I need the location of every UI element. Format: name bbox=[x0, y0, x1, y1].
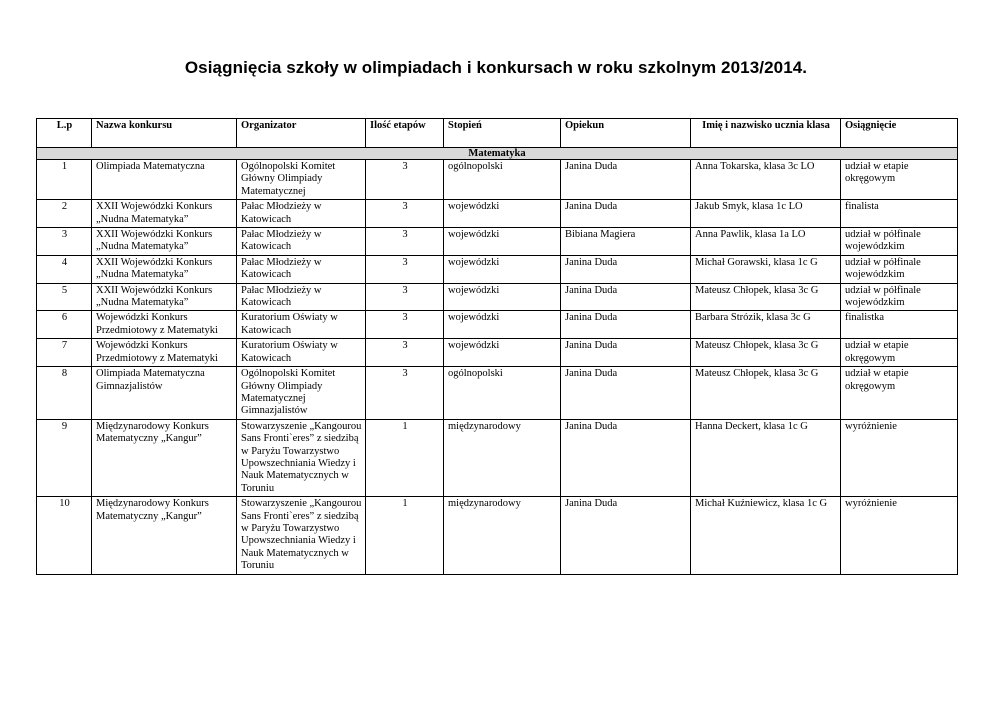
cell-competition: Wojewódzki Konkurs Przedmiotowy z Matematyki bbox=[92, 339, 237, 367]
cell-teacher: Janina Duda bbox=[561, 255, 691, 283]
cell-lp: 5 bbox=[37, 283, 92, 311]
cell-student: Mateusz Chłopek, klasa 3c G bbox=[691, 367, 841, 420]
header-organizer: Organizator bbox=[237, 119, 366, 148]
page-title: Osiągnięcia szkoły w olimpiadach i konkursach w roku szkolnym 2013/2014. bbox=[184, 58, 808, 77]
header-student: Imię i nazwisko ucznia klasa bbox=[691, 119, 841, 148]
cell-teacher: Janina Duda bbox=[561, 200, 691, 228]
cell-teacher: Janina Duda bbox=[561, 367, 691, 420]
cell-stages: 3 bbox=[366, 283, 444, 311]
section-row bbox=[37, 148, 958, 160]
cell-student: Hanna Deckert, klasa 1c G bbox=[691, 419, 841, 496]
section-label: Matematyka bbox=[37, 148, 958, 160]
cell-level: międzynarodowy bbox=[444, 419, 561, 496]
cell-teacher: Janina Duda bbox=[561, 160, 691, 200]
table-row bbox=[37, 200, 958, 228]
cell-stages: 1 bbox=[366, 497, 444, 574]
cell-teacher: Janina Duda bbox=[561, 283, 691, 311]
cell-achievement: udział w etapie okręgowym bbox=[841, 160, 958, 200]
cell-level: ogólnopolski bbox=[444, 367, 561, 420]
cell-teacher: Janina Duda bbox=[561, 497, 691, 574]
header-competition: Nazwa konkursu bbox=[92, 119, 237, 148]
table-row bbox=[37, 339, 958, 367]
cell-organizer: Pałac Młodzieży w Katowicach bbox=[237, 200, 366, 228]
cell-level: wojewódzki bbox=[444, 339, 561, 367]
cell-student: Michał Kuźniewicz, klasa 1c G bbox=[691, 497, 841, 574]
cell-lp: 9 bbox=[37, 419, 92, 496]
cell-student: Anna Pawlik, klasa 1a LO bbox=[691, 228, 841, 256]
cell-achievement: udział w etapie okręgowym bbox=[841, 367, 958, 420]
cell-organizer: Kuratorium Oświaty w Katowicach bbox=[237, 339, 366, 367]
table-row bbox=[37, 367, 958, 420]
cell-competition: XXII Wojewódzki Konkurs „Nudna Matematyka” bbox=[92, 228, 237, 256]
cell-achievement: wyróżnienie bbox=[841, 419, 958, 496]
cell-stages: 3 bbox=[366, 255, 444, 283]
cell-level: międzynarodowy bbox=[444, 497, 561, 574]
cell-student: Mateusz Chłopek, klasa 3c G bbox=[691, 283, 841, 311]
cell-teacher: Janina Duda bbox=[561, 419, 691, 496]
cell-competition: Międzynarodowy Konkurs Matematyczny „Kangur” bbox=[92, 419, 237, 496]
cell-level: wojewódzki bbox=[444, 228, 561, 256]
cell-lp: 4 bbox=[37, 255, 92, 283]
cell-stages: 3 bbox=[366, 367, 444, 420]
cell-student: Barbara Strózik, klasa 3c G bbox=[691, 311, 841, 339]
cell-teacher: Bibiana Magiera bbox=[561, 228, 691, 256]
cell-competition: Wojewódzki Konkurs Przedmiotowy z Matematyki bbox=[92, 311, 237, 339]
cell-stages: 1 bbox=[366, 419, 444, 496]
header-level: Stopień bbox=[444, 119, 561, 148]
cell-organizer: Stowarzyszenie „Kangourou Sans Fronti`eres” z siedzibą w Paryżu Towarzystwo Upowszechniania Wiedzy i Nauk Matematycznych w Toruniu bbox=[237, 497, 366, 574]
cell-organizer: Pałac Młodzieży w Katowicach bbox=[237, 255, 366, 283]
cell-competition: Olimpiada Matematyczna Gimnazjalistów bbox=[92, 367, 237, 420]
cell-achievement: udział w półfinale wojewódzkim bbox=[841, 283, 958, 311]
cell-lp: 7 bbox=[37, 339, 92, 367]
cell-student: Jakub Smyk, klasa 1c LO bbox=[691, 200, 841, 228]
table-row bbox=[37, 311, 958, 339]
cell-lp: 2 bbox=[37, 200, 92, 228]
cell-achievement: udział w półfinale wojewódzkim bbox=[841, 255, 958, 283]
cell-level: wojewódzki bbox=[444, 200, 561, 228]
table-row bbox=[37, 283, 958, 311]
cell-achievement: wyróżnienie bbox=[841, 497, 958, 574]
cell-teacher: Janina Duda bbox=[561, 339, 691, 367]
cell-organizer: Pałac Młodzieży w Katowicach bbox=[237, 228, 366, 256]
cell-student: Mateusz Chłopek, klasa 3c G bbox=[691, 339, 841, 367]
table-row bbox=[37, 497, 958, 574]
cell-organizer: Kuratorium Oświaty w Katowicach bbox=[237, 311, 366, 339]
cell-achievement: finalistka bbox=[841, 311, 958, 339]
table-row bbox=[37, 419, 958, 496]
table-row bbox=[37, 160, 958, 200]
cell-lp: 6 bbox=[37, 311, 92, 339]
cell-lp: 3 bbox=[37, 228, 92, 256]
cell-competition: XXII Wojewódzki Konkurs „Nudna Matematyka” bbox=[92, 255, 237, 283]
cell-competition: XXII Wojewódzki Konkurs „Nudna Matematyka” bbox=[92, 200, 237, 228]
cell-achievement: udział w etapie okręgowym bbox=[841, 339, 958, 367]
cell-achievement: udział w półfinale wojewódzkim bbox=[841, 228, 958, 256]
cell-organizer: Stowarzyszenie „Kangourou Sans Fronti`eres” z siedzibą w Paryżu Towarzystwo Upowszechniania Wiedzy i Nauk Matematycznych w Toruniu bbox=[237, 419, 366, 496]
cell-stages: 3 bbox=[366, 160, 444, 200]
header-achievement: Osiągnięcie bbox=[841, 119, 958, 148]
cell-level: wojewódzki bbox=[444, 255, 561, 283]
cell-level: ogólnopolski bbox=[444, 160, 561, 200]
table-row bbox=[37, 255, 958, 283]
header-stages: Ilość etapów bbox=[366, 119, 444, 148]
cell-organizer: Pałac Młodzieży w Katowicach bbox=[237, 283, 366, 311]
cell-level: wojewódzki bbox=[444, 311, 561, 339]
cell-stages: 3 bbox=[366, 228, 444, 256]
cell-competition: Międzynarodowy Konkurs Matematyczny „Kangur” bbox=[92, 497, 237, 574]
cell-competition: XXII Wojewódzki Konkurs „Nudna Matematyka” bbox=[92, 283, 237, 311]
cell-achievement: finalista bbox=[841, 200, 958, 228]
header-lp: L.p bbox=[37, 119, 92, 148]
cell-stages: 3 bbox=[366, 339, 444, 367]
cell-competition: Olimpiada Matematyczna bbox=[92, 160, 237, 200]
cell-lp: 1 bbox=[37, 160, 92, 200]
cell-organizer: Ogólnopolski Komitet Główny Olimpiady Matematycznej bbox=[237, 160, 366, 200]
cell-lp: 10 bbox=[37, 497, 92, 574]
cell-lp: 8 bbox=[37, 367, 92, 420]
table-row bbox=[37, 228, 958, 256]
header-row bbox=[37, 119, 958, 148]
cell-stages: 3 bbox=[366, 200, 444, 228]
cell-student: Anna Tokarska, klasa 3c LO bbox=[691, 160, 841, 200]
cell-teacher: Janina Duda bbox=[561, 311, 691, 339]
cell-student: Michał Gorawski, klasa 1c G bbox=[691, 255, 841, 283]
header-teacher: Opiekun bbox=[561, 119, 691, 148]
achievements-table bbox=[36, 118, 958, 575]
cell-stages: 3 bbox=[366, 311, 444, 339]
cell-level: wojewódzki bbox=[444, 283, 561, 311]
cell-organizer: Ogólnopolski Komitet Główny Olimpiady Matematycznej Gimnazjalistów bbox=[237, 367, 366, 420]
